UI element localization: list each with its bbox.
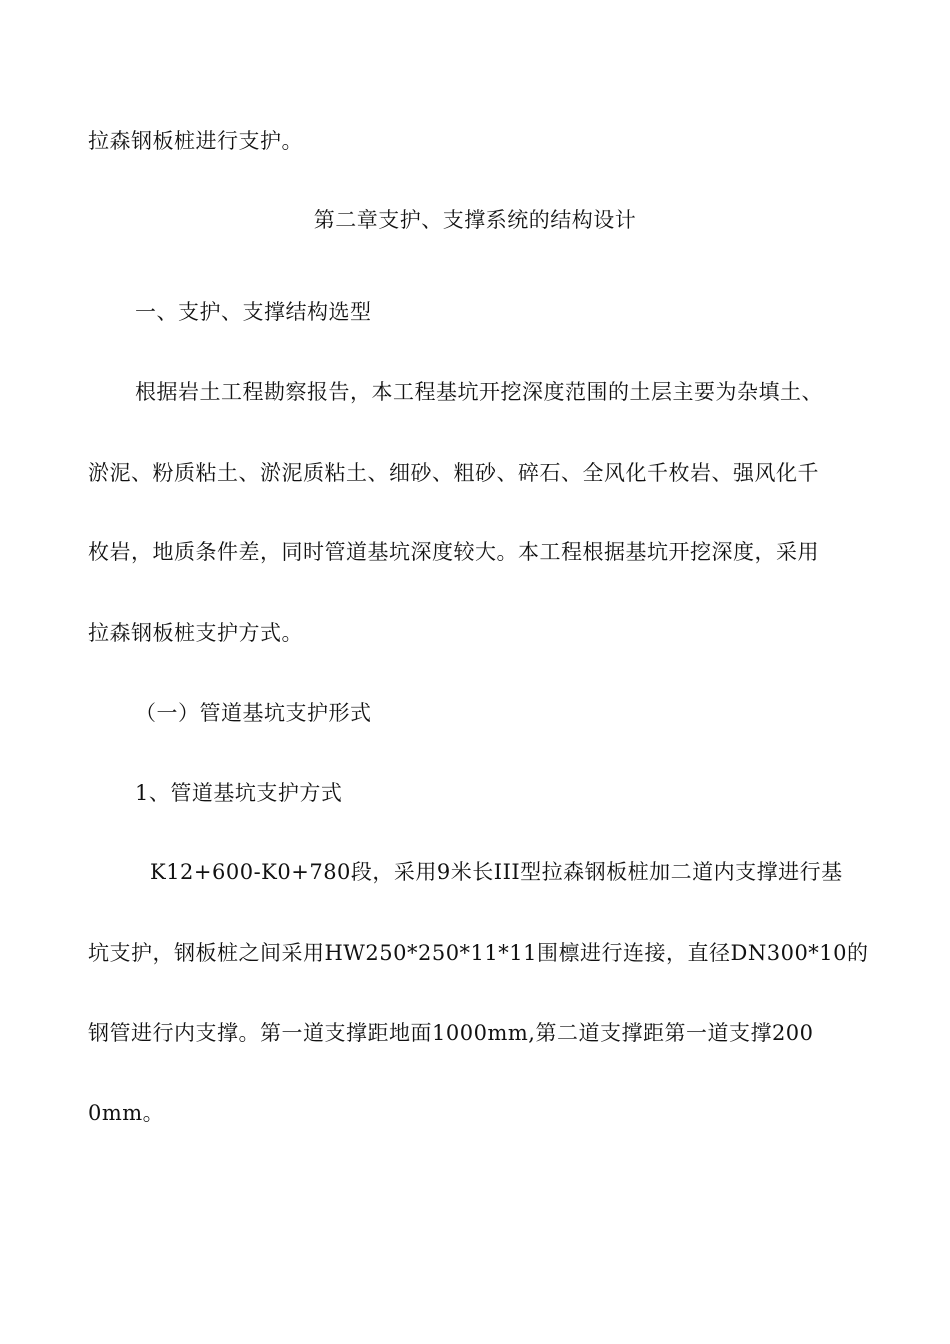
paragraph-line: 拉森钢板桩支护方式。 (88, 621, 303, 645)
paragraph-continuation: 拉森钢板桩进行支护。 (88, 129, 303, 153)
paragraph-line: 枚岩，地质条件差，同时管道基坑深度较大。本工程根据基坑开挖深度，采用 (88, 540, 819, 564)
chapter-title: 第二章支护、支撑系统的结构设计 (313, 208, 637, 232)
paragraph-line: K12+600-K0+780段，采用9米长III型拉森钢板桩加二道内支撑进行基 (150, 860, 843, 884)
paragraph-line: 坑支护，钢板桩之间采用HW250*250*11*11围檩进行连接，直径DN300*10的 (88, 941, 869, 965)
paragraph-line: 0mm。 (88, 1101, 165, 1125)
paragraph-line: 淤泥、粉质粘土、淤泥质粘土、细砂、粗砂、碎石、全风化千枚岩、强风化千 (88, 461, 819, 485)
paragraph-line: 根据岩土工程勘察报告，本工程基坑开挖深度范围的土层主要为杂填土、 (135, 380, 823, 404)
paragraph-line: 钢管进行内支撑。第一道支撑距地面1000mm,第二道支撑距第一道支撑200 (88, 1021, 814, 1045)
item-heading: 1、管道基坑支护方式 (135, 781, 343, 805)
subsection-heading: （一）管道基坑支护形式 (135, 701, 372, 725)
section-heading: 一、支护、支撑结构选型 (135, 300, 372, 324)
